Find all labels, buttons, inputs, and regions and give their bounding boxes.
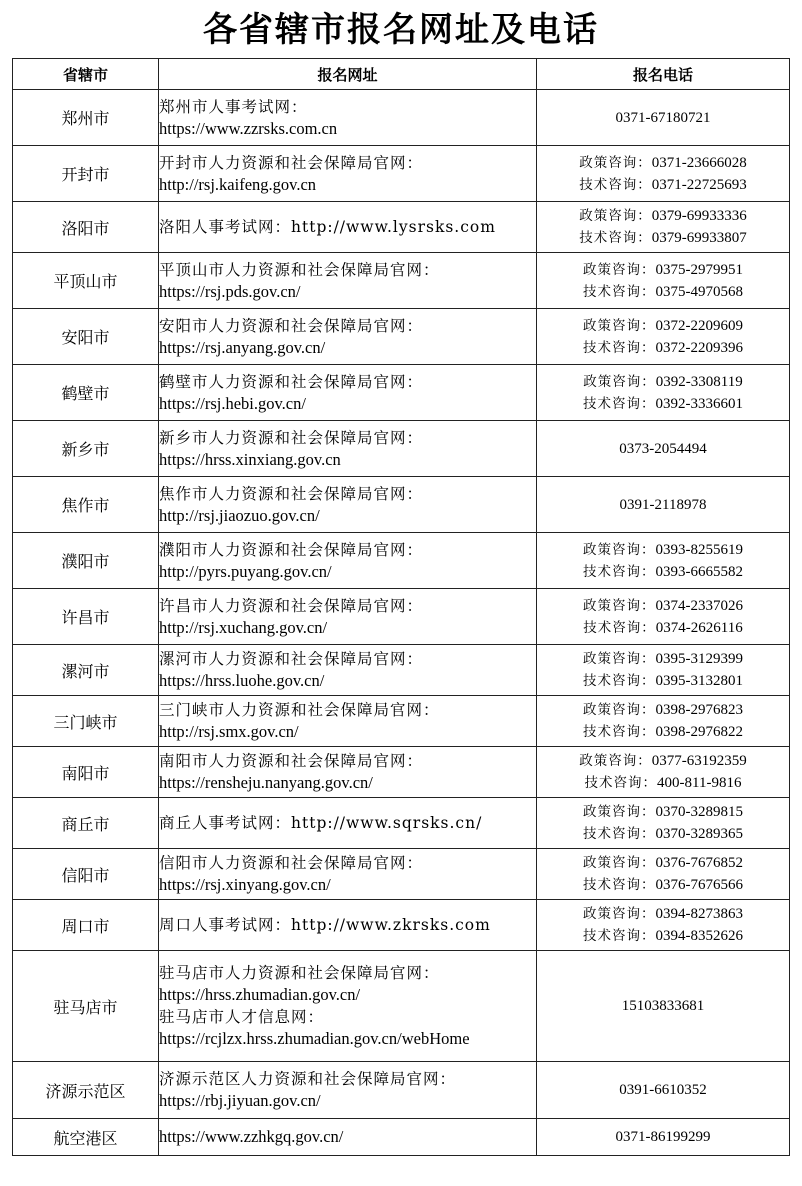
phone-number: 政策咨询：0379-69933336 <box>579 208 747 224</box>
city-cell: 濮阳市 <box>13 533 159 589</box>
city-cell: 商丘市 <box>13 798 159 849</box>
phone-label: 技术咨询： <box>583 673 656 689</box>
registration-table <box>12 58 790 1156</box>
table-row <box>13 951 790 1062</box>
site-label: 漯河市人力资源和社会保障局官网： <box>159 650 424 668</box>
phone-label: 技术咨询： <box>583 619 656 636</box>
site-url[interactable]: http://rsj.kaifeng.gov.cn <box>159 174 317 194</box>
phone-label: 政策咨询： <box>579 154 652 171</box>
phone-number: 0371-86199299 <box>615 1129 711 1145</box>
phone-number: 技术咨询：0371-22725693 <box>579 176 747 193</box>
table-row <box>13 477 790 533</box>
city-cell: 开封市 <box>13 146 159 202</box>
phone-number: 技术咨询：0375-4970568 <box>583 283 743 300</box>
site-cell <box>159 696 537 747</box>
site-url[interactable]: http://pyrs.puyang.gov.cn/ <box>159 561 332 581</box>
phone-number: 政策咨询：0374-2337026 <box>583 597 743 614</box>
phone-number: 0373-2054494 <box>619 440 707 457</box>
phone-cell <box>537 900 790 951</box>
table-row <box>13 90 790 146</box>
site-url[interactable]: https://rsj.xinyang.gov.cn/ <box>159 875 331 894</box>
phone-label: 技术咨询： <box>583 339 656 356</box>
phone-cell <box>537 533 790 589</box>
phone-cell <box>537 798 790 849</box>
phone-cell <box>537 146 790 202</box>
site-url[interactable]: http://rsj.jiaozuo.gov.cn/ <box>159 505 320 525</box>
phone-number: 政策咨询：0392-3308119 <box>583 373 743 390</box>
table-row <box>13 146 790 202</box>
phone-cell <box>537 1062 790 1119</box>
site-cell <box>159 849 537 900</box>
table-row <box>13 253 790 309</box>
phone-cell <box>537 696 790 747</box>
phone-cell <box>537 747 790 798</box>
phone-number: 技术咨询：0372-2209396 <box>583 339 743 356</box>
site-label: 鹤壁市人力资源和社会保障局官网： <box>159 372 424 391</box>
phone-number: 0371-67180721 <box>615 109 711 126</box>
site-url[interactable]: https://www.zzrsks.com.cn <box>159 118 338 138</box>
table-row <box>13 365 790 421</box>
phone-number: 政策咨询：0394-8273863 <box>583 906 743 922</box>
phone-label: 技术咨询： <box>583 563 656 580</box>
city-cell: 济源示范区 <box>13 1062 159 1119</box>
site-label: 濮阳市人力资源和社会保障局官网： <box>159 540 424 559</box>
phone-number: 技术咨询：0376-7676566 <box>583 877 743 893</box>
site-url[interactable]: http://rsj.smx.gov.cn/ <box>159 722 299 741</box>
table-row <box>13 1119 790 1156</box>
phone-number: 政策咨询：0370-3289815 <box>583 804 743 820</box>
site-url[interactable]: https://rensheju.nanyang.gov.cn/ <box>159 773 373 792</box>
site-cell <box>159 421 537 477</box>
phone-number: 政策咨询：0377-63192359 <box>579 753 747 769</box>
phone-number: 技术咨询：0370-3289365 <box>583 826 743 842</box>
phone-label: 技术咨询： <box>579 230 652 246</box>
site-label: 信阳市人力资源和社会保障局官网： <box>159 854 424 872</box>
site-cell <box>159 253 537 309</box>
phone-cell <box>537 849 790 900</box>
phone-label: 政策咨询： <box>583 702 656 718</box>
city-cell: 驻马店市 <box>13 951 159 1062</box>
site-url[interactable]: https://hrss.luohe.gov.cn/ <box>159 671 325 690</box>
city-cell: 周口市 <box>13 900 159 951</box>
phone-number: 技术咨询：0395-3132801 <box>583 673 743 689</box>
header-site: 报名网址 <box>159 59 537 90</box>
site-cell <box>159 365 537 421</box>
site-label: 安阳市人力资源和社会保障局官网： <box>159 316 424 335</box>
phone-number: 技术咨询：0394-8352626 <box>583 928 743 944</box>
phone-label: 政策咨询： <box>579 753 652 769</box>
site-label: 驻马店市人力资源和社会保障局官网： <box>159 964 440 982</box>
site-cell <box>159 309 537 365</box>
phone-number: 技术咨询：0379-69933807 <box>579 230 747 246</box>
header-phone: 报名电话 <box>537 59 790 90</box>
phone-label: 政策咨询： <box>579 208 652 224</box>
site-cell <box>159 589 537 645</box>
site-cell <box>159 1119 537 1156</box>
city-cell: 安阳市 <box>13 309 159 365</box>
phone-label: 技术咨询： <box>579 176 652 193</box>
phone-cell <box>537 90 790 146</box>
site-label: 周口人事考试网：http://www.zkrsks.com <box>159 916 491 934</box>
site-label: 三门峡市人力资源和社会保障局官网： <box>159 701 440 719</box>
phone-cell <box>537 589 790 645</box>
city-cell: 郑州市 <box>13 90 159 146</box>
phone-number: 政策咨询：0376-7676852 <box>583 855 743 871</box>
city-cell: 航空港区 <box>13 1119 159 1156</box>
table-row <box>13 309 790 365</box>
table-row <box>13 696 790 747</box>
phone-label: 技术咨询： <box>583 826 656 842</box>
phone-number: 政策咨询：0375-2979951 <box>583 261 743 278</box>
phone-label: 政策咨询： <box>583 373 656 390</box>
table-row <box>13 589 790 645</box>
site-label: 郑州市人事考试网： <box>159 97 308 116</box>
site-cell <box>159 900 537 951</box>
phone-label: 政策咨询： <box>583 261 656 278</box>
table-row <box>13 533 790 589</box>
phone-label: 政策咨询： <box>583 597 656 614</box>
site-url[interactable]: https://rsj.pds.gov.cn/ <box>159 281 301 301</box>
phone-label: 政策咨询： <box>583 317 656 334</box>
site-cell <box>159 90 537 146</box>
table-row <box>13 747 790 798</box>
site-label: 洛阳人事考试网：http://www.lysrsks.com <box>159 218 496 236</box>
site-url[interactable]: https://www.zzhkgq.gov.cn/ <box>159 1127 344 1146</box>
site-url[interactable]: https://rsj.anyang.gov.cn/ <box>159 337 326 357</box>
site-cell <box>159 798 537 849</box>
phone-number: 0391-2118978 <box>619 496 707 513</box>
site-label: 焦作市人力资源和社会保障局官网： <box>159 484 424 503</box>
phone-cell <box>537 477 790 533</box>
site-url[interactable]: https://rcjlzx.hrss.zhumadian.gov.cn/webHome <box>159 1029 470 1048</box>
site-label: 驻马店市人才信息网： <box>159 1008 325 1026</box>
table-row <box>13 202 790 253</box>
phone-number: 技术咨询：0398-2976822 <box>583 724 743 740</box>
phone-number: 技术咨询：400-811-9816 <box>584 775 742 791</box>
table-row <box>13 421 790 477</box>
table-row <box>13 900 790 951</box>
site-cell <box>159 146 537 202</box>
phone-cell <box>537 421 790 477</box>
site-cell <box>159 533 537 589</box>
site-label: 开封市人力资源和社会保障局官网： <box>159 153 424 172</box>
site-cell <box>159 1062 537 1119</box>
site-url[interactable]: https://hrss.zhumadian.gov.cn/ <box>159 985 361 1004</box>
phone-cell <box>537 645 790 696</box>
phone-label: 技术咨询： <box>583 395 656 412</box>
phone-number: 技术咨询：0393-6665582 <box>583 563 743 580</box>
phone-number: 政策咨询：0398-2976823 <box>583 702 743 718</box>
site-cell <box>159 202 537 253</box>
table-row <box>13 849 790 900</box>
site-label: 许昌市人力资源和社会保障局官网： <box>159 596 424 615</box>
phone-label: 技术咨询： <box>583 283 656 300</box>
city-cell: 平顶山市 <box>13 253 159 309</box>
site-url[interactable]: https://rbj.jiyuan.gov.cn/ <box>159 1091 321 1110</box>
table-row <box>13 645 790 696</box>
site-label: 新乡市人力资源和社会保障局官网： <box>159 428 424 447</box>
phone-cell <box>537 1119 790 1156</box>
phone-number: 技术咨询：0392-3336601 <box>583 395 743 412</box>
phone-cell <box>537 951 790 1062</box>
city-cell: 信阳市 <box>13 849 159 900</box>
phone-label: 政策咨询： <box>583 906 656 922</box>
phone-number: 政策咨询：0395-3129399 <box>583 651 743 667</box>
phone-label: 技术咨询： <box>584 775 658 791</box>
site-label: 平顶山市人力资源和社会保障局官网： <box>159 260 440 279</box>
city-cell: 三门峡市 <box>13 696 159 747</box>
city-cell: 鹤壁市 <box>13 365 159 421</box>
site-url[interactable]: http://rsj.xuchang.gov.cn/ <box>159 617 328 637</box>
phone-label: 政策咨询： <box>583 651 656 667</box>
phone-cell <box>537 202 790 253</box>
table-header-row <box>13 59 790 90</box>
phone-number: 政策咨询：0393-8255619 <box>583 541 743 558</box>
phone-label: 技术咨询： <box>583 877 656 893</box>
site-cell <box>159 747 537 798</box>
city-cell: 焦作市 <box>13 477 159 533</box>
header-city: 省辖市 <box>13 59 159 90</box>
site-url[interactable]: https://hrss.xinxiang.gov.cn <box>159 449 341 469</box>
site-cell <box>159 951 537 1062</box>
site-label: 南阳市人力资源和社会保障局官网： <box>159 752 424 770</box>
city-cell: 洛阳市 <box>13 202 159 253</box>
phone-number: 15103833681 <box>621 998 705 1014</box>
site-label: 济源示范区人力资源和社会保障局官网： <box>159 1070 457 1088</box>
city-cell: 新乡市 <box>13 421 159 477</box>
city-cell: 漯河市 <box>13 645 159 696</box>
table-row <box>13 1062 790 1119</box>
phone-cell <box>537 253 790 309</box>
site-label: 商丘人事考试网：http://www.sqrsks.cn/ <box>159 814 483 832</box>
phone-cell <box>537 309 790 365</box>
phone-number: 0391-6610352 <box>619 1082 707 1098</box>
phone-label: 政策咨询： <box>583 541 656 558</box>
phone-number: 技术咨询：0374-2626116 <box>583 619 743 636</box>
site-cell <box>159 645 537 696</box>
site-url[interactable]: https://rsj.hebi.gov.cn/ <box>159 393 306 413</box>
table-row <box>13 798 790 849</box>
phone-label: 技术咨询： <box>583 928 656 944</box>
phone-label: 政策咨询： <box>583 804 656 820</box>
phone-label: 技术咨询： <box>583 724 656 740</box>
city-cell: 南阳市 <box>13 747 159 798</box>
phone-label: 政策咨询： <box>583 855 656 871</box>
site-cell <box>159 477 537 533</box>
phone-cell <box>537 365 790 421</box>
city-cell: 许昌市 <box>13 589 159 645</box>
phone-number: 政策咨询：0371-23666028 <box>579 154 747 171</box>
phone-number: 政策咨询：0372-2209609 <box>583 317 743 334</box>
page-title: 各省辖市报名网址及电话 <box>203 10 599 50</box>
